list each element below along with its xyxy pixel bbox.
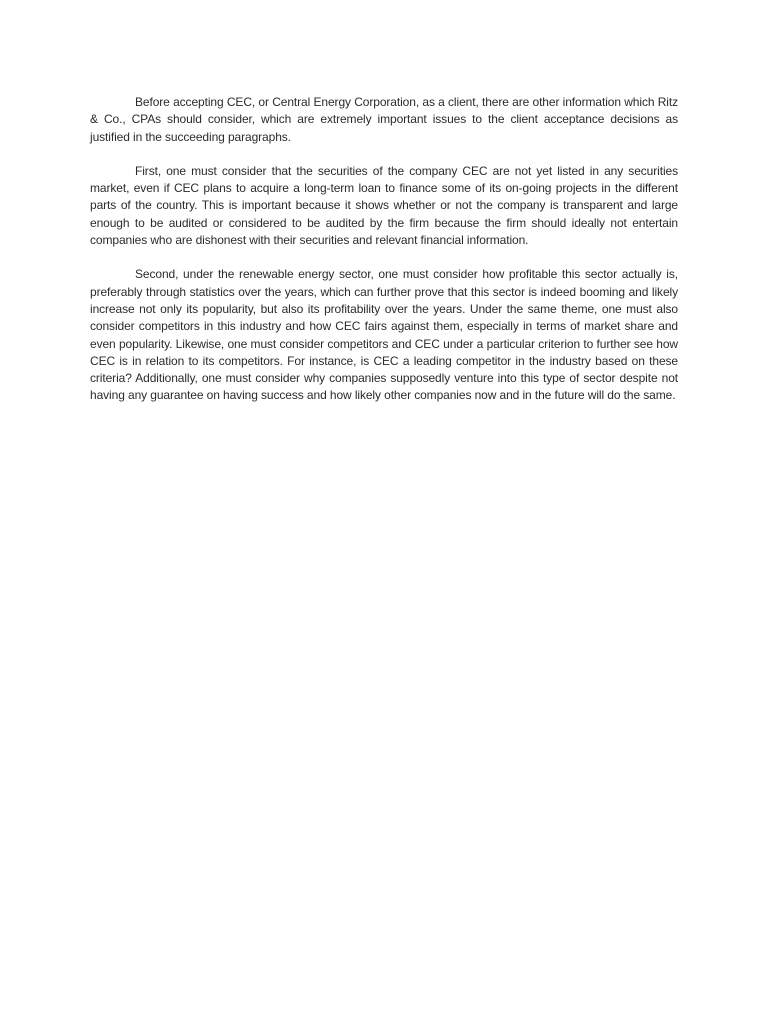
document-page bbox=[90, 94, 678, 422]
paragraph-intro: Before accepting CEC, or Central Energy Corporation, as a client, there are other information which Ritz & Co., CPAs should consider, which are extremely important issues to the client acceptance decisions as justified in the succeeding paragraphs. bbox=[90, 95, 678, 144]
paragraph-second-consideration: Second, under the renewable energy sector, one must consider how profitable this sector actually is, preferably through statistics over the years, which can further prove that this sector is indeed booming and likely increase not only its popularity, but also its profitability over the years. Under the same theme, one must also consider competitors in this industry and how CEC fairs against them, especially in terms of market share and even popularity. Likewise, one must consider competitors and CEC under a particular criterion to further see how CEC is in relation to its competitors. For instance, is CEC a leading competitor in the industry based on these criteria? Additionally, one must consider why companies supposedly venture into this type of sector despite not having any guarantee on having success and how likely other companies now and in the future will do the same. bbox=[90, 267, 678, 403]
paragraph-first-consideration: First, one must consider that the securities of the company CEC are not yet listed in any securities market, even if CEC plans to acquire a long-term loan to finance some of its on-going projects in the different parts of the country. This is important because it shows whether or not the company is transparent and large enough to be audited or considered to be audited by the firm because the firm should ideally not entertain companies who are dishonest with their securities and relevant financial information. bbox=[90, 163, 678, 248]
